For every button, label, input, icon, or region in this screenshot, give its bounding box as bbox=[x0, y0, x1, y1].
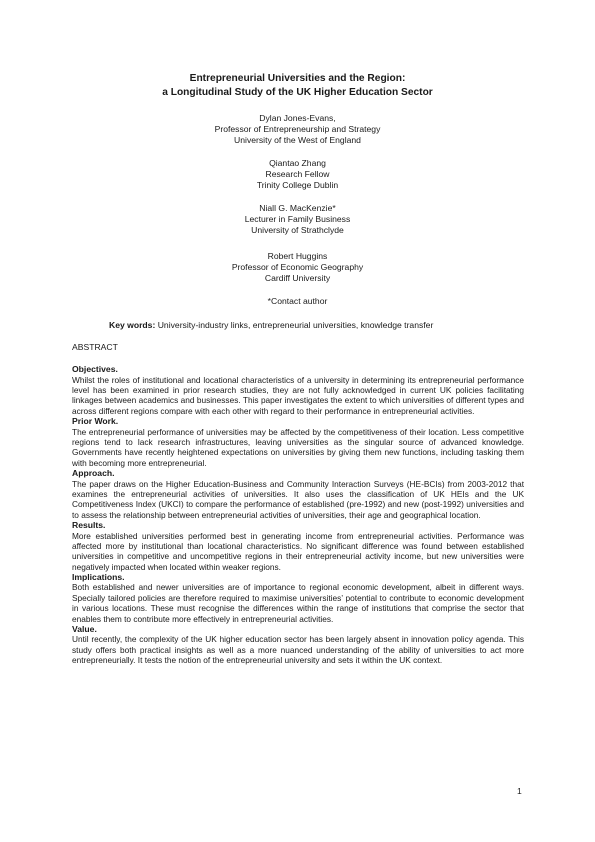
author-role: Lecturer in Family Business bbox=[244, 214, 351, 224]
section-heading-value: Value. bbox=[72, 623, 97, 634]
contact-author-note: *Contact author bbox=[267, 296, 328, 306]
section-text-results: More established universities performed best in generating income from entrepreneurial activities. Performance was affected more by institutional than locational characteristics. No significant difference was found between established universities in competitive and uncompetitive regions in their entrepreneurial activity income, but new universities were negatively impacted when located within weaker regions. bbox=[72, 530, 524, 572]
author-affiliation: University of Strathclyde bbox=[251, 225, 344, 235]
section-text-implications: Both established and newer universities are of importance to regional economic development, albeit in different ways. Specially tailored policies are therefore required to maximise universities’ potential to contribute to economic development in various locations. These must recognise the differences within the range of institutions that comprise the sector that enables them to contribute more effectively in entrepreneurial activities. bbox=[72, 582, 524, 624]
section-text-objectives: Whilst the roles of institutional and locational characteristics of a university in determining its entrepreneurial performance level has been examined in prior research studies, they are not fully acknowledged in current UK policies facilitating linkages between academics and businesses. This paper investigates the extent to which universities of different types and across different regions compare with each other with regard to their performance in entrepreneurial activities. bbox=[72, 374, 524, 416]
section-heading-objectives: Objectives. bbox=[72, 364, 118, 374]
author-affiliation: Cardiff University bbox=[264, 273, 331, 283]
keywords-line bbox=[109, 320, 433, 331]
abstract-heading: ABSTRACT bbox=[72, 342, 118, 352]
section-text-value: Until recently, the complexity of the UK higher education sector has been largely absent in innovation policy agenda. This study offers both practical insights as well as a more nuanced understanding of the ability of universities to act more entrepreneurially. It tests the notion of the entrepreneurial university and sets it within the UK context. bbox=[72, 634, 524, 666]
section-heading-implications: Implications. bbox=[72, 571, 125, 582]
keywords-text: University-industry links, entrepreneurial universities, knowledge transfer bbox=[157, 320, 434, 330]
author-role: Research Fellow bbox=[265, 169, 330, 179]
paper-title-line-1: Entrepreneurial Universities and the Region: bbox=[189, 73, 406, 84]
section-heading-prior-work: Prior Work. bbox=[72, 415, 119, 426]
author-affiliation: Trinity College Dublin bbox=[256, 180, 339, 190]
author-role: Professor of Economic Geography bbox=[231, 262, 364, 272]
author-name: Niall G. MacKenzie* bbox=[259, 203, 336, 213]
keywords-label: Key words: bbox=[109, 320, 156, 330]
author-affiliation: University of the West of England bbox=[234, 135, 361, 145]
abstract-body bbox=[72, 364, 524, 665]
author-role: Professor of Entrepreneurship and Strategy bbox=[214, 124, 381, 134]
section-text-prior-work: The entrepreneurial performance of universities may be affected by the competitiveness of their location. Less competitive regions tend to lack research infrastructures, leaving universities as the singular source of advanced knowledge. Governments have recently heightened expectations on universities by giving them new functions, including tasking them with becoming more entrepreneurial. bbox=[72, 426, 524, 468]
section-text-approach: The paper draws on the Higher Education-Business and Community Interaction Surveys (HE-BCIs) from 2003-2012 that examines the entrepreneurial activities of universities. It also uses the classification of UK HEIs and the UK Competitiveness Index (UKCI) to compare the performance of established (pre-1992) and new (post-1992) universities and to assess the relationship between entrepreneurial activities of universities, their age and geographical location. bbox=[72, 478, 524, 520]
author-name: Dylan Jones-Evans, bbox=[259, 113, 336, 123]
paper-title-line-2: a Longitudinal Study of the UK Higher Education Sector bbox=[162, 87, 433, 98]
section-heading-results: Results. bbox=[72, 519, 106, 530]
author-name: Qiantao Zhang bbox=[269, 158, 326, 168]
page-number: 1 bbox=[517, 786, 522, 796]
section-heading-approach: Approach. bbox=[72, 467, 115, 478]
author-name: Robert Huggins bbox=[267, 251, 328, 261]
